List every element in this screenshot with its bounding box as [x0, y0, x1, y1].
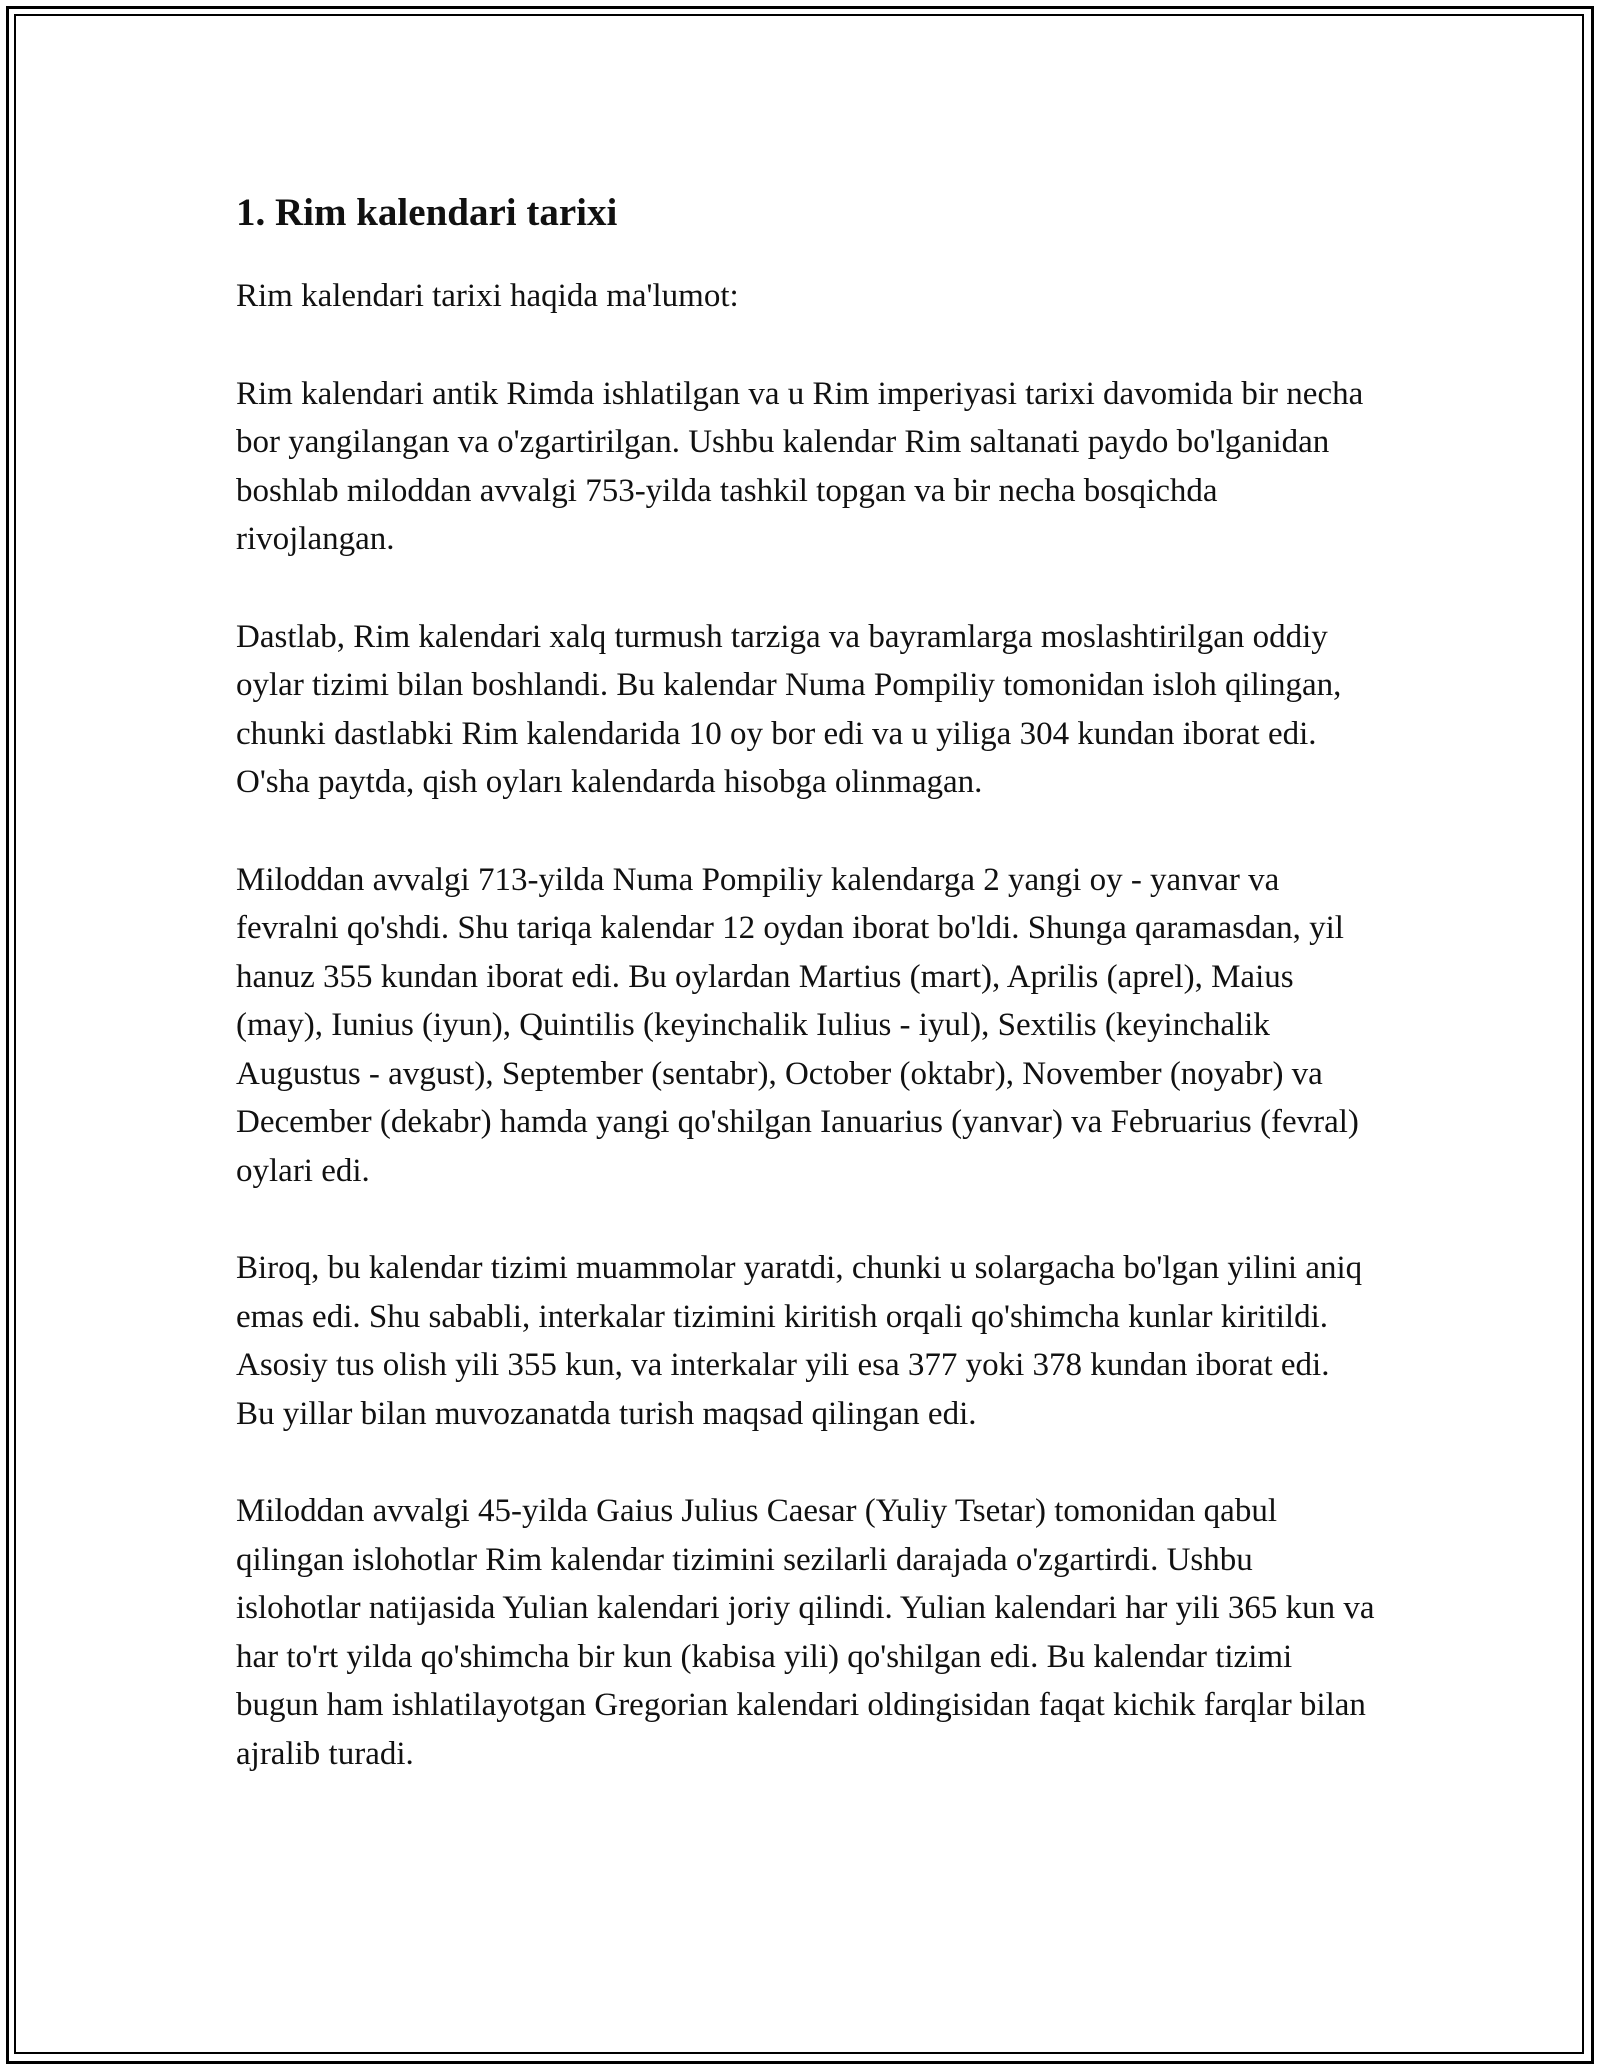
paragraph-julian-reform: Miloddan avvalgi 45-yilda Gaius Julius Caesar (Yuliy Tsetar) tomonidan qabul qilingan islohotlar Rim kalendar tizimini sezilarli darajada o'zgartirdi. Ushbu islohotlar natijasida Yulian kalendari joriy qilindi. Yulian kalendari har yili 365 kun va har to'rt yilda qo'shimcha bir kun (kabisa yili) qo'shilgan edi. Bu kalendar tizimi bugun ham ishlatilayotgan Gregorian kalendari oldingisidan faqat kichik farqlar bilan ajralib turadi.	[236, 1493, 1375, 1772]
paragraph-early-calendar: Dastlab, Rim kalendari xalq turmush tarziga va bayramlarga moslashtirilgan oddiy oylar tizimi bilan boshlandi. Bu kalendar Numa Pompiliy tomonidan isloh qilingan, chunki dastlabki Rim kalendarida 10 oy bor edi va u yiliga 304 kundan iborat edi. O'sha paytda, qish oyları kalendarda hisobga olinmagan.	[236, 618, 1342, 800]
document-body	[236, 186, 1376, 1827]
paragraph-origins: Rim kalendari antik Rimda ishlatilgan va u Rim imperiyasi tarixi davomida bir necha bor yangilangan va o'zgartirilgan. Ushbu kalendar Rim saltanati paydo bo'lganidan boshlab miloddan avvalgi 753-yilda tashkil topgan va bir necha bosqichda rivojlangan.	[236, 375, 1364, 557]
paragraph-intercalation: Biroq, bu kalendar tizimi muammolar yaratdi, chunki u solargacha bo'lgan yilini aniq emas edi. Shu sababli, interkalar tizimini kiritish orqali qo'shimcha kunlar kiritildi. Asosiy tus olish yili 355 kun, va interkalar yili esa 377 yoki 378 kundan iborat edi. Bu yillar bilan muvozanatda turish maqsad qilingan edi.	[236, 1250, 1363, 1432]
paragraph-numa-reform: Miloddan avvalgi 713-yilda Numa Pompiliy kalendarga 2 yangi oy - yanvar va fevralni qo'shdi. Shu tariqa kalendar 12 oydan iborat bo'ldi. Shunga qaramasdan, yil hanuz 355 kundan iborat edi. Bu oylardan Martius (mart), Aprilis (aprel), Maius (may), Iunius (iyun), Quintilis (keyinchalik Iulius - iyul), Sextilis (keyinchalik Augustus - avgust), September (sentabr), October (oktabr), November (noyabr) va December (dekabr) hamda yangi qo'shilgan Ianuarius (yanvar) va Februarius (fevral) oylari edi.	[236, 861, 1359, 1189]
section-heading: 1. Rim kalendari tarixi	[236, 191, 618, 234]
intro-paragraph: Rim kalendari tarixi haqida ma'lumot:	[236, 278, 739, 314]
